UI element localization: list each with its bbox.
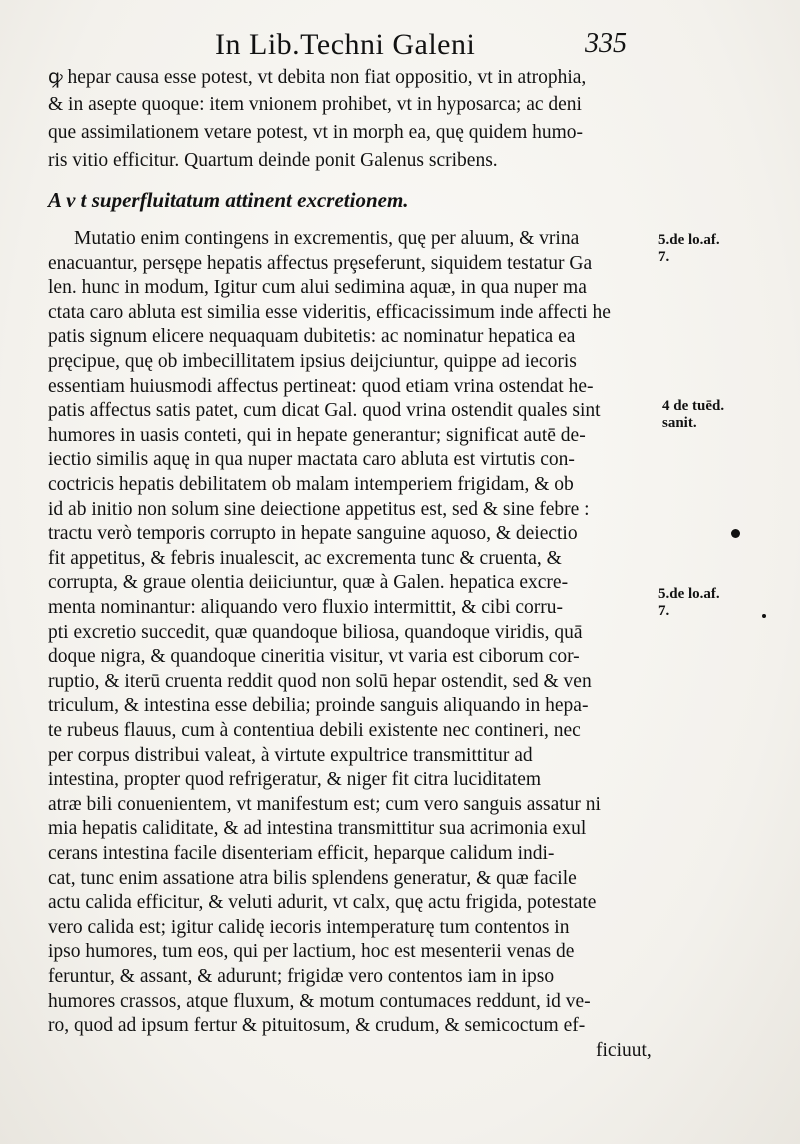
text-line: enacuantur, persępe hepatis affectus prȩseferunt, siquidem testatur Ga [48,252,593,274]
text-line: vero calida est; igitur calidę iecoris intemperaturę tum contentos in [48,916,570,938]
running-head: In Lib.Techni Galeni [215,28,476,61]
margin-note-line: sanit. [662,415,697,431]
text-line: ficiuut, [596,1039,652,1061]
text-line: patis affectus satis patet, cum dicat Gal. quod vrina ostendit quales sint [48,400,601,422]
text-line: te rubeus flauus, cum à contentiua debili existente nec contineri, nec [48,720,581,741]
text-line: intestina, propter quod refrigeratur, & niger fit citra luciditatem [48,769,542,791]
text-line: ruptio, & iterū cruenta reddit quod non solū hepar ostendit, sed & ven [48,670,592,692]
text-line: iectio similis aquę in qua nuper mactata caro abluta est virtutis con- [48,449,575,471]
text-line: ipso humores, tum eos, qui per lactium, hoc est mesenterii venas de [48,941,575,963]
margin-note-line: 5.de lo.af. [658,586,720,602]
text-line: que assimilationem vetare potest, vt in morph ea, quę quidem humo- [48,122,584,143]
text-line: essentiam huiusmodi affectus pertineat: quod etiam vrina ostendat he- [48,375,594,397]
text-line: tractu verò temporis corrupto in hepate sanguine aquoso, & deiectio [48,523,578,545]
text-line: feruntur, & assant, & adurunt; frigidæ vero contentos iam in ipso [48,966,555,987]
text-line: doque nigra, & quandoque cineritia visitur, vt varia est ciborum cor- [48,646,580,668]
text-line: pręcipue, quę ob imbecillitatem ipsius deijciuntur, quippe ad iecoris [48,351,577,372]
margin-note-line: 7. [658,603,670,619]
margin-note-line: 7. [658,249,670,265]
margin-note-line: 5.de lo.af. [658,232,720,248]
text-line: humores crassos, atque fluxum, & motum contumaces reddunt, id ve- [48,990,591,1012]
margin-note-line: 4 de tuēd. [662,398,725,414]
page-number: 335 [585,28,627,59]
text-line: actu calida efficitur, & veluti adurit, vt calx, quę actu frigida, potestate [48,892,597,914]
margin-note-2 [662,398,724,432]
text-line: corrupta, & graue olentia deiiciuntur, quæ à Galen. hepatica excre- [48,572,569,594]
text-line: atræ bili conuenientem, vt manifestum est; cum vero sanguis assatur ni [48,793,601,815]
text-line: cerans intestina facile disenteriam efficit, heparque calidum indi- [48,843,555,864]
margin-note-3 [658,586,720,620]
text-line: ro, quod ad ipsum fertur & pituitosum, & crudum, & semicoctum ef- [48,1015,586,1037]
ink-speck [762,614,766,618]
text-line: coctricis hepatis debilitatem ob malam intemperiem frigidam, & ob [48,474,574,495]
text-line: ctata caro abluta est similia esse videritis, efficacissimum inde affecti he [48,301,611,323]
text-line: pti excretio succedit, quæ quandoque biliosa, quandoque viridis, quā [48,621,583,643]
text-line: len. hunc in modum, Igitur cum alui sedimina aquæ, in qua nuper ma [48,277,587,299]
text-line: Mutatio enim contingens in excrementis, quę per aluum, & vrina [74,228,580,249]
section-heading: A v t superfluitatum attinent excretionem. [48,188,409,212]
text-line: humores in uasis conteti, qui in hepate generantur; significat autē de- [48,424,586,446]
text-line: triculum, & intestina esse debilia; proinde sanguis aliquando in hepa- [48,695,589,717]
margin-note-1 [658,232,720,266]
text-line: id ab initio non solum sine deiectione appetitus est, sed & sine febre : [48,498,590,520]
text-line: menta nominantur: aliquando vero fluxio intermittit, & cibi corru- [48,597,563,618]
text-line: patis signum elicere nequaquam dubitetis: ac nominatur hepatica ea [48,326,576,348]
text-line: & in asepte quoque: item vnionem prohibet, vt in hyposarca; ac deni [48,94,582,115]
text-line: cat, tunc enim assatione atra bilis splendens generatur, & quæ facile [48,867,577,889]
ink-blot [731,529,740,538]
text-line: mia hepatis caliditate, & ad intestina transmittitur sua acrimonia exul [48,818,587,840]
text-line: ꝙ hepar causa esse potest, vt debita non fiat oppositio, vt in atrophia, [48,67,587,88]
text-line: fit appetitus, & febris inualescit, ac excrementa tunc & cruenta, & [48,547,562,569]
text-line: per corpus distribui valeat, à virtute expultrice transmittitur ad [48,744,533,766]
text-line: ris vitio efficitur. Quartum deinde ponit Galenus scribens. [48,150,498,171]
